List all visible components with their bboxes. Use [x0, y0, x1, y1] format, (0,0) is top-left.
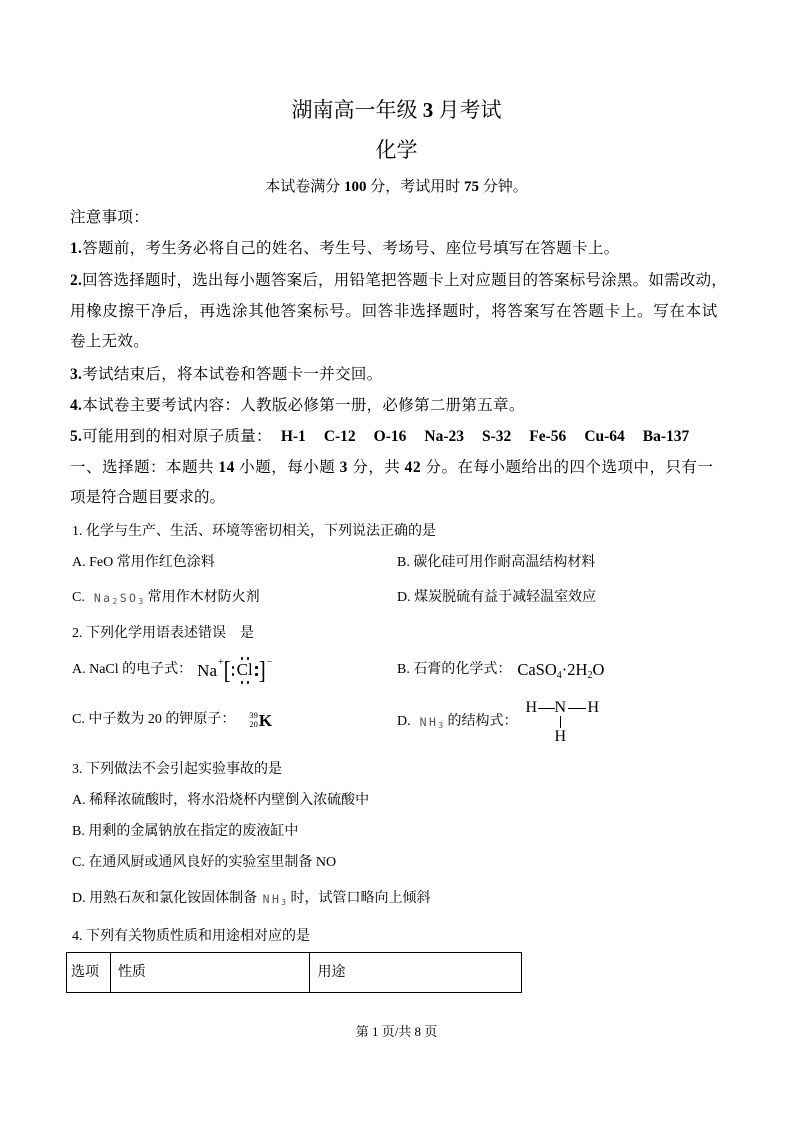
note-text: 可能用到的相对原子质量： — [82, 428, 272, 445]
subject-title: 化学 — [375, 138, 418, 162]
note-3 — [70, 365, 382, 385]
section-heading-line-1 — [70, 458, 714, 478]
section-text-2: 小题，每小题 — [234, 459, 340, 476]
nh3-structural-formula — [524, 698, 604, 746]
option-text: C. 中子数为 20 的钾原子： — [72, 712, 236, 727]
option-text: 常用作木材防火剂 — [147, 590, 260, 605]
electron-dot — [255, 673, 258, 676]
formula-part: ·2H — [561, 660, 588, 679]
full-score: 100 — [343, 179, 367, 195]
electron-dot — [247, 657, 250, 660]
q1-option-b: B. 碳化硅可用作耐高温结构材料 — [397, 555, 596, 570]
formula-gypsum — [517, 661, 604, 679]
table-header-property: 性质 — [110, 953, 310, 993]
electron-dot — [241, 657, 244, 660]
nitrogen-atom: N — [554, 699, 567, 716]
mass-number: 39 — [249, 710, 258, 720]
atomic-mass-h: H-1 — [280, 428, 306, 445]
electron-dot — [255, 666, 258, 669]
q2-option-d — [397, 698, 604, 746]
note-2-line-1 — [70, 271, 727, 291]
notes-heading: 注意事项： — [70, 209, 150, 226]
formula-part: NH — [262, 892, 282, 906]
chlorine-symbol: Cl — [236, 660, 253, 679]
q3-option-b: B. 用剩的金属钠放在指定的废液缸中 — [72, 824, 299, 839]
table-header-option: 选项 — [67, 953, 111, 993]
note-text: 考试结束后，将本试卷和答题卡一并交回。 — [82, 366, 383, 383]
nuclide-numbers — [249, 711, 258, 729]
option-text: D. 用熟石灰和氯化铵固体制备 — [72, 891, 261, 906]
atomic-mass-c: C-12 — [323, 428, 356, 445]
atomic-mass-na: Na-23 — [424, 428, 464, 445]
nacl-electron-formula — [197, 656, 272, 684]
note-text: 回答选择题时，选出每小题答案后，用铅笔把答题卡上对应题目的答案标号涂黑。如需改动， — [82, 272, 728, 289]
option-label: C. — [72, 590, 85, 605]
sodium-symbol: Na — [197, 660, 217, 680]
q2-option-a — [72, 652, 272, 688]
note-4 — [70, 396, 525, 416]
chloride-charge: − — [266, 657, 273, 668]
formula-nh3 — [420, 713, 446, 731]
note-5 — [70, 427, 689, 447]
note-number: 1. — [70, 240, 83, 257]
option-text: B. 石膏的化学式： — [397, 662, 512, 677]
electron-dot — [232, 673, 235, 676]
title-text-post: 月考试 — [433, 98, 502, 122]
info-text-3: 分钟。 — [479, 179, 528, 195]
formula-part: O — [592, 660, 605, 679]
single-bond-line — [538, 708, 555, 709]
q2-option-c — [72, 704, 272, 736]
q3-option-d — [72, 890, 431, 908]
total-points: 42 — [404, 459, 422, 476]
formula-na2so3 — [94, 589, 146, 607]
note-number: 5. — [70, 428, 83, 445]
formula-subscript: 4 — [556, 670, 562, 681]
atomic-mass-s: S-32 — [482, 428, 512, 445]
note-number: 4. — [70, 397, 83, 414]
atomic-mass-o: O-16 — [373, 428, 407, 445]
option-text: 时，试管口略向上倾斜 — [290, 891, 431, 906]
note-1 — [70, 239, 619, 259]
q1-stem: 1. 化学与生产、生活、环境等密切相关，下列说法正确的是 — [72, 524, 436, 539]
q1-option-a: A. FeO 常用作红色涂料 — [72, 555, 215, 570]
hydrogen-atom-right: H — [587, 699, 600, 716]
sodium-charge: + — [218, 657, 224, 668]
electron-dot — [241, 681, 244, 684]
q2-option-b — [397, 652, 604, 688]
atomic-mass-ba: Ba-137 — [642, 428, 690, 445]
hydrogen-atom-left: H — [525, 699, 538, 716]
option-text: A. NaCl 的电子式： — [72, 662, 193, 677]
question-count: 14 — [218, 459, 235, 476]
q1-option-d: D. 煤炭脱硫有益于减轻温室效应 — [397, 590, 597, 605]
exam-duration: 75 — [464, 179, 479, 195]
section-text-1: 一、选择题：本题共 — [70, 459, 219, 476]
formula-subscript: 3 — [438, 721, 446, 730]
atomic-mass-cu: Cu-64 — [584, 428, 625, 445]
bracket-close: ] — [258, 655, 266, 684]
info-text-2: 分，考试用时 — [366, 179, 464, 195]
formula-part: CaSO — [517, 660, 557, 679]
q4-stem: 4. 下列有关物质性质和用途相对应的是 — [72, 929, 310, 944]
note-2-line-2: 用橡皮擦干净后，再选涂其他答案标号。回答非选择题时，将答案写在答题卡上。写在本试 — [70, 303, 719, 320]
points-per-question: 3 — [339, 459, 348, 476]
potassium-symbol: K — [258, 710, 273, 730]
atomic-mass-fe: Fe-56 — [529, 428, 567, 445]
formula-subscript: 3 — [281, 898, 289, 907]
note-text: 本试卷主要考试内容：人教版必修第一册，必修第二册第五章。 — [82, 397, 525, 414]
exam-title — [0, 97, 793, 123]
note-number: 3. — [70, 366, 83, 383]
formula-subscript: 2 — [587, 670, 593, 681]
note-2-line-3: 卷上无效。 — [70, 333, 150, 350]
note-text: 答题前，考生务必将自己的姓名、考生号、考场号、座位号填写在答题卡上。 — [82, 240, 620, 257]
q3-option-a: A. 稀释浓硫酸时，将水沿烧杯内壁倒入浓硫酸中 — [72, 793, 370, 808]
hydrogen-atom-bottom: H — [554, 728, 567, 745]
section-text-3: 分，共 — [347, 459, 405, 476]
info-text-1: 本试卷满分 — [265, 179, 344, 195]
single-bond-line — [568, 708, 586, 709]
q1-option-c — [72, 589, 260, 607]
exam-info — [0, 178, 793, 196]
electron-dot — [247, 681, 250, 684]
table-header-row — [67, 953, 522, 993]
chlorine-with-electrons — [231, 656, 259, 684]
title-month-number: 3 — [422, 98, 434, 122]
q3-stem: 3. 下列做法不会引起实验事故的是 — [72, 762, 282, 777]
note-number: 2. — [70, 272, 83, 289]
q3-option-c: C. 在通风厨或通风良好的实验室里制备 NO — [72, 855, 337, 870]
property-use-table — [66, 952, 522, 993]
electron-dot — [232, 666, 235, 669]
formula-part: NH — [419, 715, 439, 729]
single-bond-line — [560, 716, 561, 728]
section-text-4: 分。在每小题给出的四个选项中，只有一 — [421, 459, 714, 476]
formula-subscript: 2 — [112, 597, 120, 606]
q2-stem: 2. 下列化学用语表述错误 是 — [72, 626, 254, 641]
potassium-nuclide — [249, 711, 272, 729]
formula-subscript: 3 — [138, 597, 146, 606]
page-footer: 第 1 页/共 8 页 — [355, 1024, 438, 1039]
option-text: 的结构式： — [447, 714, 518, 729]
formula-nh3 — [263, 890, 289, 908]
section-heading-line-2: 项是符合题目要求的。 — [70, 489, 226, 506]
formula-part: Na — [93, 591, 113, 605]
atomic-number: 20 — [249, 719, 258, 729]
bracket-open: [ — [223, 655, 231, 684]
option-label: D. — [397, 714, 411, 729]
table-header-use: 用途 — [310, 953, 522, 993]
formula-part: SO — [119, 591, 139, 605]
title-text-pre: 湖南高一年级 — [291, 98, 423, 122]
